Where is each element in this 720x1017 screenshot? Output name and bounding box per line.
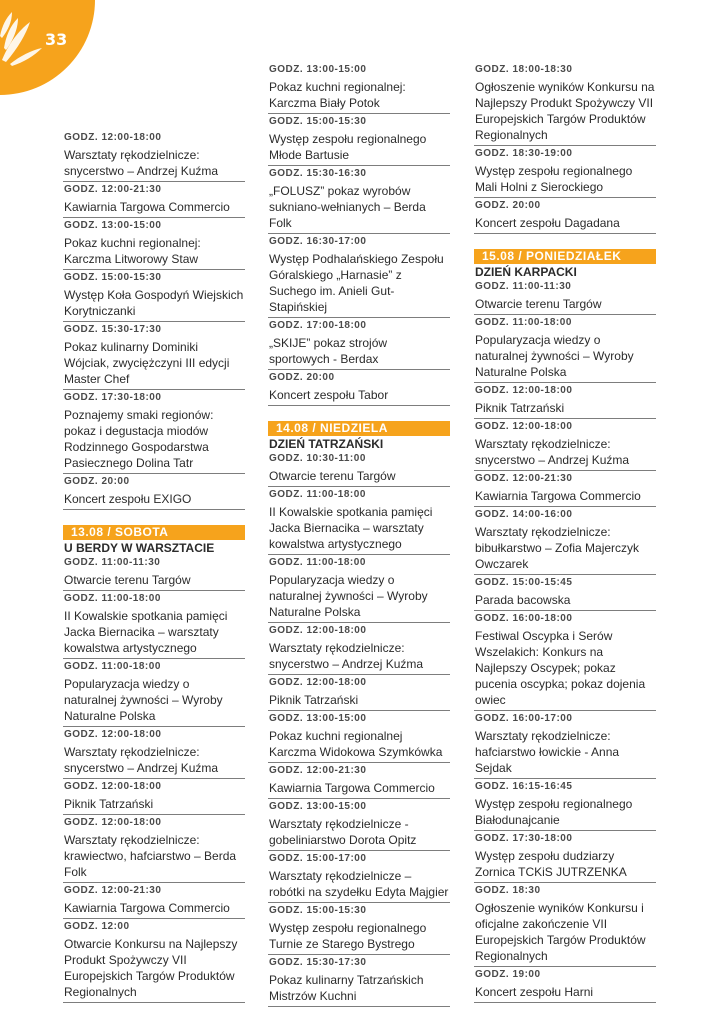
entry-time: GODZ. 13:00-15:00 [269, 713, 367, 724]
entry-title: Występ zespołu regionalnego Białodunajcanie [475, 797, 633, 827]
schedule-entry [268, 166, 450, 234]
schedule-entry [268, 555, 450, 623]
entry-title: „FOLUSZ” pokaz wyrobów sukniano-wełnianych – Berda Folk [269, 184, 426, 230]
schedule-entry [268, 451, 450, 487]
schedule-entry [268, 318, 450, 370]
entry-title: Ogłoszenie wyników Konkursu na Najlepszy Produkt Spożywczy VII Europejskich Targów Produktów Regionalnych [475, 80, 655, 142]
entry-title: „SKIJE” pokaz strojów sportowych - Berdax [269, 336, 388, 366]
entry-time: GODZ. 13:00-15:00 [269, 801, 367, 812]
entry-time: GODZ. 12:00 [64, 921, 130, 932]
entry-title: Warsztaty rękodzielnicze: bibułkarstwo – Zofia Majerczyk Owczarek [475, 525, 640, 571]
schedule-entry [268, 62, 450, 114]
entry-time: GODZ. 12:00-21:30 [64, 184, 162, 195]
entry-time: GODZ. 15:30-17:30 [64, 324, 162, 335]
entry-title: Występ zespołu regionalnego Mali Holni z Sierockiego [475, 164, 633, 194]
schedule-entry [474, 471, 656, 507]
entry-title: Występ zespołu dudziarzy Zornica TCKiS JUTRZENKA [475, 849, 627, 879]
entry-time: GODZ. 16:00-18:00 [475, 613, 573, 624]
schedule-entry [474, 575, 656, 611]
entry-time: GODZ. 20:00 [475, 200, 541, 211]
entry-time: GODZ. 12:00-18:00 [269, 677, 367, 688]
entry-title: Koncert zespołu Tabor [269, 388, 389, 402]
entry-title: Warsztaty rękodzielnicze – robótki na szydełku Edyta Majgier [269, 869, 449, 899]
entry-title: Otwarcie terenu Targów [64, 573, 191, 587]
entry-title: Koncert zespołu Dagadana [475, 216, 620, 230]
entry-time: GODZ. 18:30 [475, 885, 541, 896]
entry-time: GODZ. 15:00-17:00 [269, 853, 367, 864]
entry-time: GODZ. 20:00 [64, 476, 130, 487]
schedule-entry [474, 419, 656, 471]
schedule-entry [63, 591, 245, 659]
day-theme: U BERDY W WARSZTACIE [64, 541, 215, 555]
schedule-column-3 [474, 62, 656, 1003]
entry-time: GODZ. 12:00-18:00 [269, 625, 367, 636]
entry-time: GODZ. 11:00-11:30 [64, 557, 161, 568]
schedule-entry [63, 322, 245, 390]
schedule-entry [268, 675, 450, 711]
entry-time: GODZ. 17:30-18:00 [64, 392, 162, 403]
entry-title: Warsztaty rękodzielnicze - gobeliniarstwo Dorota Opitz [269, 817, 417, 847]
entry-title: Piknik Tatrzański [64, 797, 154, 811]
schedule-entry [474, 198, 656, 234]
schedule-entry [474, 279, 656, 315]
entry-title: Warsztaty rękodzielnicze: hafciarstwo łowickie - Anna Sejdak [475, 729, 620, 775]
entry-title: Popularyzacja wiedzy o naturalnej żywności – Wyroby Naturalne Polska [475, 333, 634, 379]
schedule-entry [63, 727, 245, 779]
entry-time: GODZ. 14:00-16:00 [475, 509, 573, 520]
schedule-entry [474, 711, 656, 779]
schedule-entry [474, 315, 656, 383]
schedule-entry [268, 763, 450, 799]
entry-time: GODZ. 12:00-21:30 [475, 473, 573, 484]
day-header: 15.08 / PONIEDZIAŁEK [474, 249, 656, 264]
schedule-entry [63, 270, 245, 322]
entry-time: GODZ. 18:00-18:30 [475, 64, 573, 75]
schedule-entry [268, 487, 450, 555]
entry-time: GODZ. 17:30-18:00 [475, 833, 573, 844]
entry-time: GODZ. 12:00-18:00 [64, 132, 162, 143]
entry-title: Kawiarnia Targowa Commercio [475, 489, 641, 503]
entry-title: Festiwal Oscypka i Serów Wszelakich: Konkurs na Najlepszy Oscypek; pokaz pucenia oscypka; pokaz dojenia owiec [475, 629, 646, 707]
entry-title: Otwarcie terenu Targów [475, 297, 602, 311]
schedule-entry [474, 383, 656, 419]
entry-title: Występ zespołu regionalnego Turnie ze Starego Bystrego [269, 921, 427, 951]
schedule-entry [268, 903, 450, 955]
entry-time: GODZ. 12:00-18:00 [475, 421, 573, 432]
page-number: 33 [45, 30, 68, 49]
schedule-entry [474, 831, 656, 883]
entry-time: GODZ. 11:00-18:00 [269, 557, 366, 568]
schedule-entry [268, 370, 450, 406]
entry-time: GODZ. 15:00-15:45 [475, 577, 573, 588]
day-theme: DZIEŃ TATRZAŃSKI [269, 437, 384, 451]
schedule-entry [474, 62, 656, 146]
schedule-entry [63, 659, 245, 727]
schedule-entry [268, 851, 450, 903]
schedule-entry [474, 146, 656, 198]
schedule-entry [474, 967, 656, 1003]
schedule-entry [63, 555, 245, 591]
schedule-entry [268, 114, 450, 166]
entry-time: GODZ. 15:00-15:30 [64, 272, 162, 283]
entry-title: Warsztaty rękodzielnicze: snycerstwo – Andrzej Kuźma [64, 745, 219, 775]
entry-title: Otwarcie terenu Targów [269, 469, 396, 483]
schedule-entry [268, 234, 450, 318]
schedule-entry [268, 623, 450, 675]
entry-time: GODZ. 15:00-15:30 [269, 116, 367, 127]
schedule-entry [268, 955, 450, 1007]
entry-title: Pokaz kulinarny Dominiki Wójciak, zwyciężczyni III edycji Master Chef [64, 340, 230, 386]
entry-title: Popularyzacja wiedzy o naturalnej żywności – Wyroby Naturalne Polska [64, 677, 223, 723]
entry-title: Koncert zespołu Harni [475, 985, 594, 999]
entry-time: GODZ. 12:00-21:30 [269, 765, 367, 776]
entry-time: GODZ. 12:00-18:00 [64, 817, 162, 828]
schedule-column-1 [63, 130, 245, 1003]
entry-title: Występ Podhalańskiego Zespołu Góralskiego „Harnasie” z Suchego im. Anieli Gut-Stapińskiej [269, 252, 444, 314]
wheat-icon [0, 0, 80, 70]
entry-title: Koncert zespołu EXIGO [64, 492, 192, 506]
schedule-entry [268, 799, 450, 851]
entry-time: GODZ. 15:30-16:30 [269, 168, 367, 179]
entry-time: GODZ. 16:15-16:45 [475, 781, 573, 792]
schedule-entry [63, 130, 245, 182]
entry-time: GODZ. 15:30-17:30 [269, 957, 367, 968]
schedule-entry [63, 390, 245, 474]
entry-title: Kawiarnia Targowa Commercio [64, 200, 230, 214]
entry-title: Kawiarnia Targowa Commercio [269, 781, 435, 795]
entry-title: Poznajemy smaki regionów: pokaz i degustacja miodów Rodzinnego Gospodarstwa Pasiecznego Dolina Tatr [64, 408, 214, 470]
entry-time: GODZ. 19:00 [475, 969, 541, 980]
entry-title: Kawiarnia Targowa Commercio [64, 901, 230, 915]
schedule-entry [474, 611, 656, 711]
day-header: 14.08 / NIEDZIELA [268, 421, 450, 436]
entry-time: GODZ. 11:00-18:00 [475, 317, 572, 328]
entry-time: GODZ. 12:00-18:00 [64, 729, 162, 740]
schedule-entry [63, 218, 245, 270]
entry-time: GODZ. 13:00-15:00 [64, 220, 162, 231]
entry-time: GODZ. 13:00-15:00 [269, 64, 367, 75]
entry-time: GODZ. 11:00-11:30 [475, 281, 572, 292]
entry-time: GODZ. 16:00-17:00 [475, 713, 573, 724]
entry-title: Warsztaty rękodzielnicze: snycerstwo – Andrzej Kuźma [475, 437, 630, 467]
entry-title: Pokaz kuchni regionalnej: Karczma Litworowy Staw [64, 236, 201, 266]
entry-title: II Kowalskie spotkania pamięci Jacka Biernacika – warsztaty kowalstwa artystycznego [64, 609, 228, 655]
entry-title: Warsztaty rękodzielnicze: krawiectwo, hafciarstwo – Berda Folk [64, 833, 237, 879]
schedule-entry [474, 779, 656, 831]
schedule-column-2 [268, 62, 450, 1007]
entry-title: Piknik Tatrzański [475, 401, 565, 415]
schedule-entry [63, 779, 245, 815]
entry-title: Pokaz kuchni regionalnej: Karczma Biały Potok [269, 80, 406, 110]
day-theme: DZIEŃ KARPACKI [475, 265, 577, 279]
entry-time: GODZ. 12:00-21:30 [64, 885, 162, 896]
entry-title: Warsztaty rękodzielnicze: snycerstwo – Andrzej Kuźma [64, 148, 219, 178]
entry-title: Występ Koła Gospodyń Wiejskich Korytniczanki [64, 288, 244, 318]
entry-title: Piknik Tatrzański [269, 693, 359, 707]
entry-title: II Kowalskie spotkania pamięci Jacka Biernacika – warsztaty kowalstwa artystycznego [269, 505, 433, 551]
entry-time: GODZ. 11:00-18:00 [269, 489, 366, 500]
entry-time: GODZ. 12:00-18:00 [475, 385, 573, 396]
entry-title: Otwarcie Konkursu na Najlepszy Produkt Spożywczy VII Europejskich Targów Produktów Regionalnych [64, 937, 238, 999]
schedule-entry [63, 919, 245, 1003]
schedule-entry [268, 711, 450, 763]
entry-title: Warsztaty rękodzielnicze: snycerstwo – Andrzej Kuźma [269, 641, 424, 671]
entry-time: GODZ. 11:00-18:00 [64, 593, 161, 604]
entry-time: GODZ. 11:00-18:00 [64, 661, 161, 672]
entry-title: Ogłoszenie wyników Konkursu i oficjalne zakończenie VII Europejskich Targów Produktów Regionalnych [475, 901, 646, 963]
schedule-entry [63, 815, 245, 883]
schedule-entry [63, 883, 245, 919]
entry-time: GODZ. 18:30-19:00 [475, 148, 573, 159]
entry-time: GODZ. 16:30-17:00 [269, 236, 367, 247]
schedule-entry [474, 883, 656, 967]
day-header: 13.08 / SOBOTA [63, 525, 245, 540]
entry-title: Występ zespołu regionalnego Młode Bartusie [269, 132, 427, 162]
entry-title: Pokaz kulinarny Tatrzańskich Mistrzów Kuchni [269, 973, 424, 1003]
entry-title: Popularyzacja wiedzy o naturalnej żywności – Wyroby Naturalne Polska [269, 573, 428, 619]
schedule-entry [63, 182, 245, 218]
entry-time: GODZ. 17:00-18:00 [269, 320, 367, 331]
schedule-entry [474, 507, 656, 575]
entry-time: GODZ. 20:00 [269, 372, 335, 383]
entry-time: GODZ. 15:00-15:30 [269, 905, 367, 916]
entry-time: GODZ. 12:00-18:00 [64, 781, 162, 792]
schedule-entry [63, 474, 245, 510]
entry-time: GODZ. 10:30-11:00 [269, 453, 366, 464]
entry-title: Parada bacowska [475, 593, 571, 607]
entry-title: Pokaz kuchni regionalnej Karczma Widokowa Szymkówka [269, 729, 443, 759]
